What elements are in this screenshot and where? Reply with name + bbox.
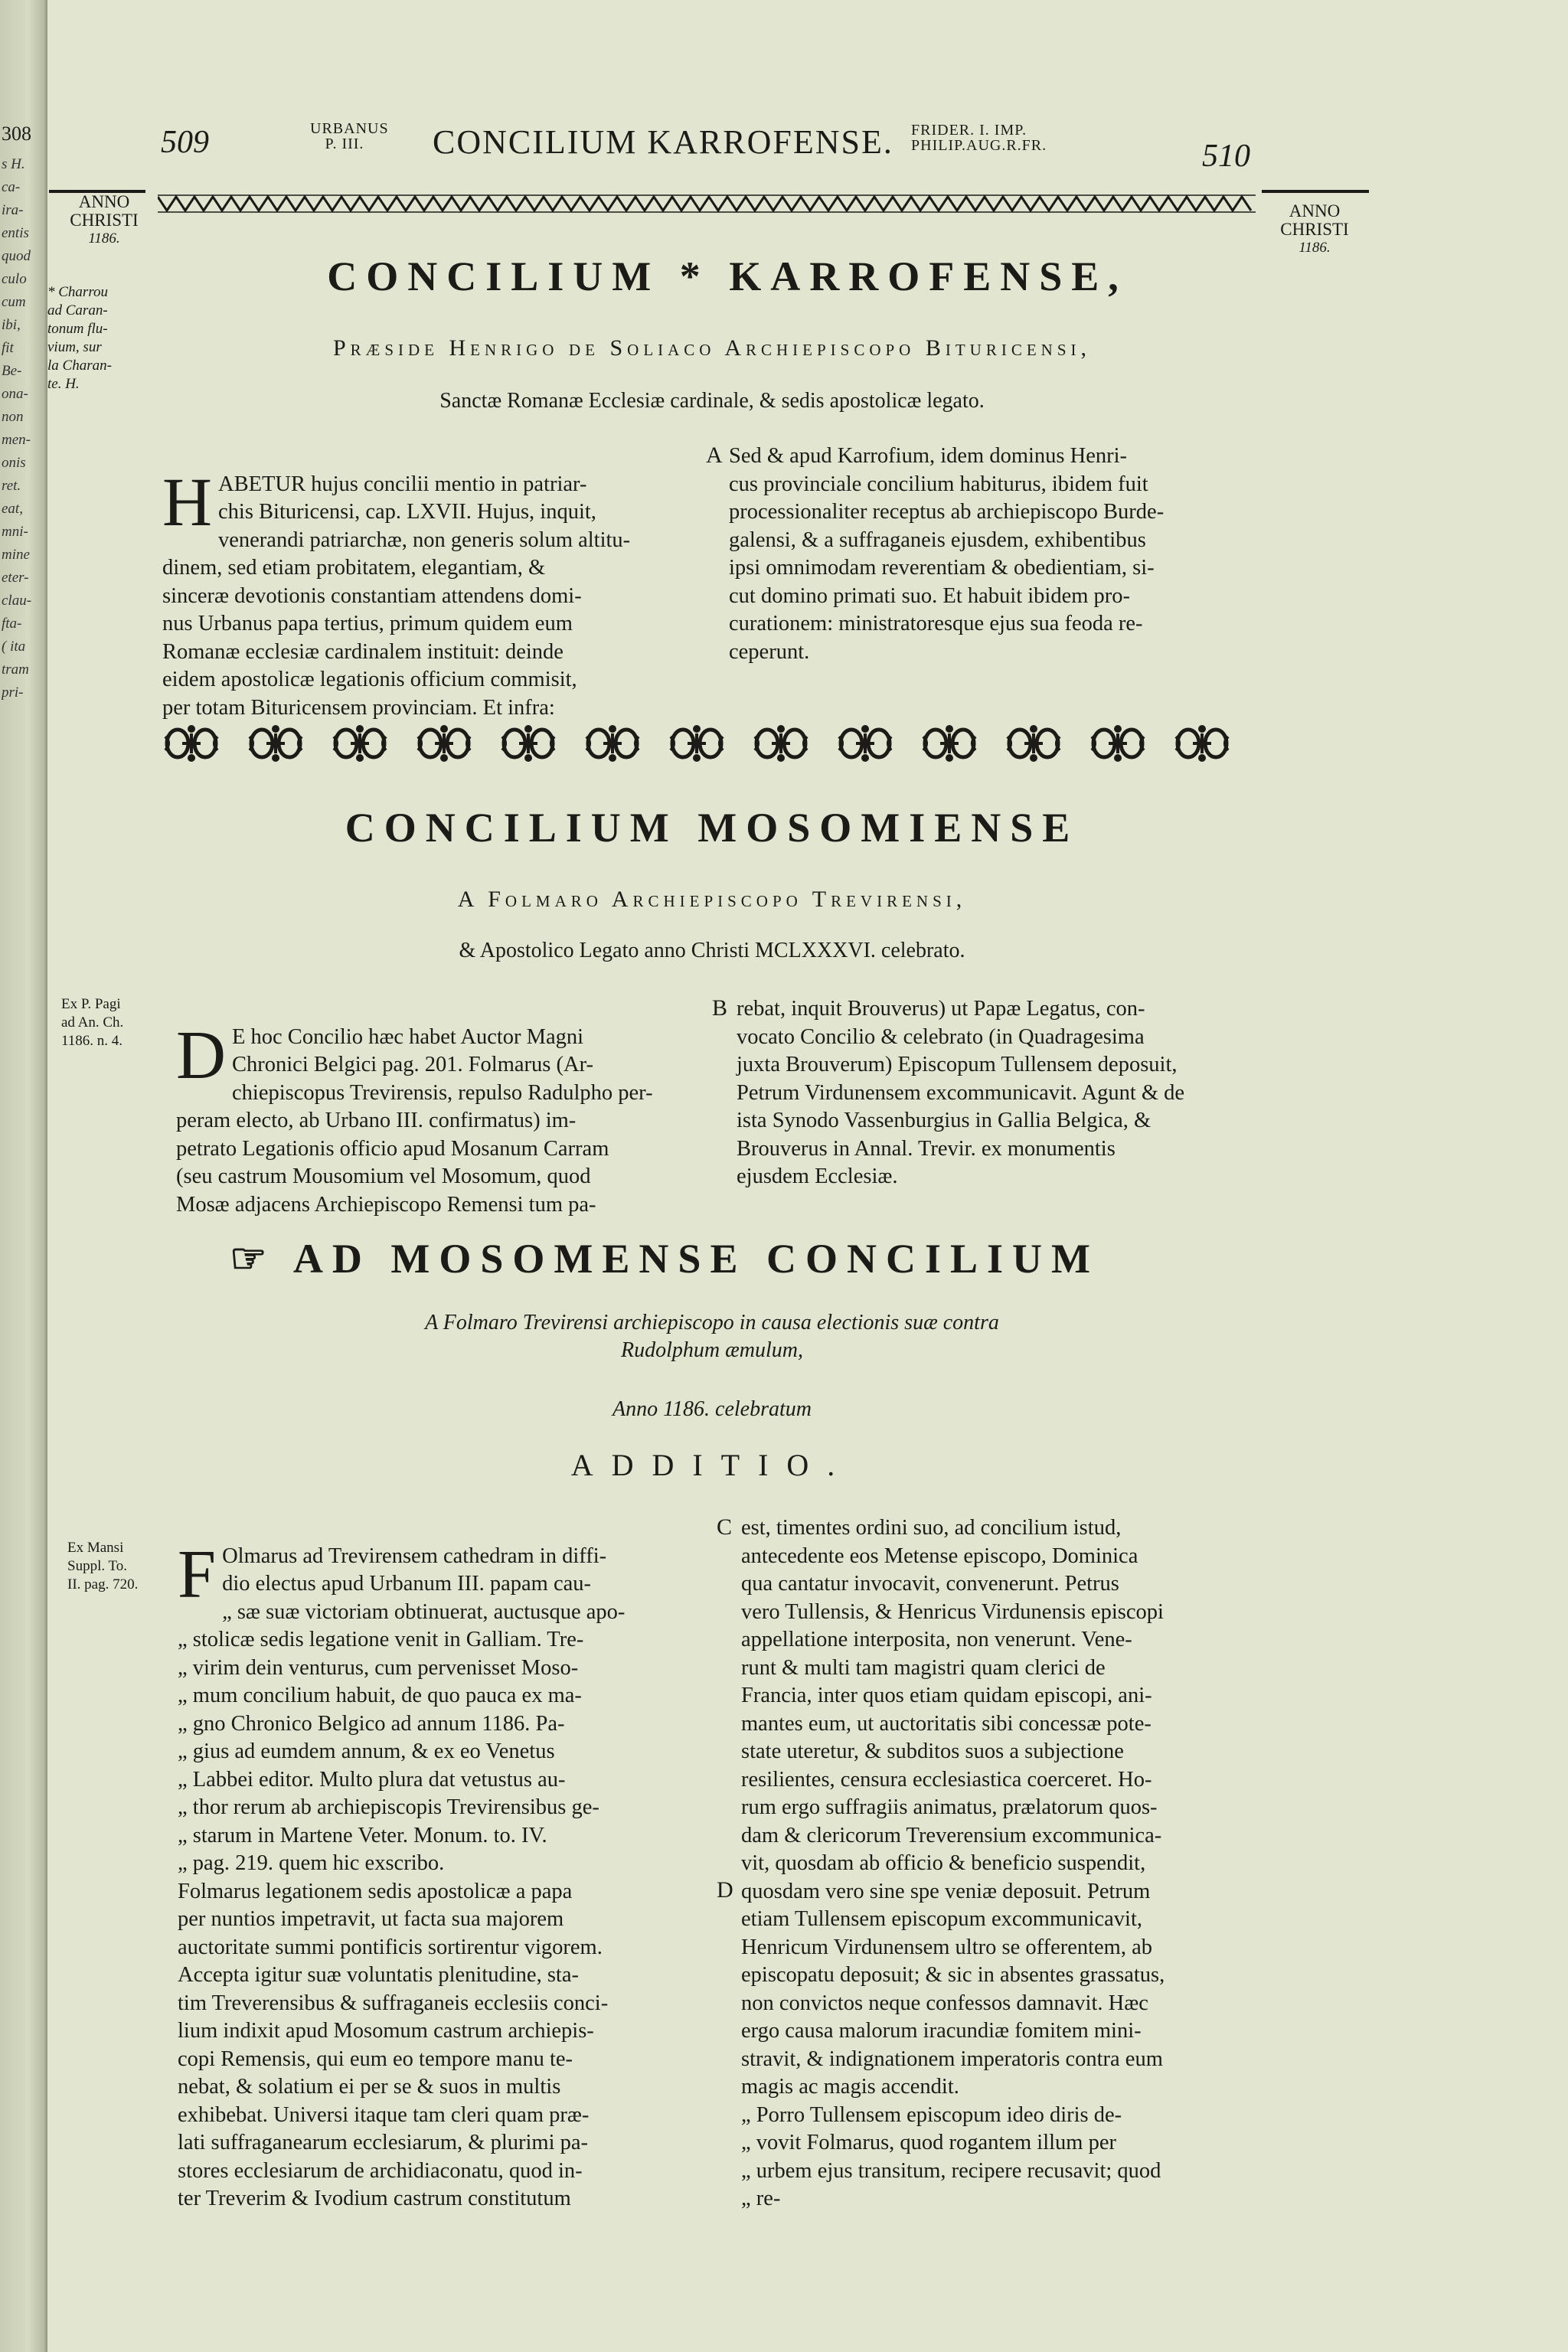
- zigzag-ornament: [158, 194, 1256, 214]
- dropcap-h: H: [162, 464, 212, 541]
- section2-title: CONCILIUM MOSOMIENSE: [345, 805, 1080, 851]
- sidenote-mansi: Ex Mansi Suppl. To. II. pag. 720.: [67, 1540, 139, 1592]
- section3-col-right: est, timentes ordini suo, ad concilium istud, antecedente eos Metense episcopo, Dominica qua cantatur invocavit, convenerunt. Petrus vero Tullensis, & Henricus Virdunensis episcopi appellatione interposita, non venerunt. Vene- runt & multi tam magistri quam clerici de Francia, inter quos etiam quidam episcopi, ani- mantes eum, ut auctoritatis sibi concessæ pote- state uteretur, & subditos suos a subjectione resilientes, censura ecclesiastica coerceret. Ho- rum ergo suffragiis animatus, prælatorum quos- dam & clericorum Treverensium excommunica- vit, quosdam ab officio & beneficio suspendit, quosdam vero sine spe veniæ deposuit. Petrum etiam Tullensem episcopum excommunicavit, Henricum Virdunensem ultro se offerentem, ab episcopatu deposuit; & sic in absentes grassatus, non convictos neque confessos damnavit. Hæc ergo causa malorum iracundiæ fomitem mini- stravit, & indignationem imperatoris contra eum magis ac magis accendit. „ Porro Tullensem episcopum ideo diris de- „ vovit Folmarus, quod rogantem illum per „ urbem ejus transitum, recipere recusavit; quod „ re-: [741, 1516, 1165, 2210]
- anno-label-left: ANNO CHRISTI: [70, 192, 139, 230]
- right-page-number: 510: [1202, 139, 1250, 174]
- section2-col-left: [176, 995, 712, 1219]
- margin-marker-c: C: [717, 1514, 733, 1540]
- margin-marker-b: B: [712, 995, 728, 1021]
- facing-page-number: 308: [2, 122, 31, 145]
- left-page-number: 509: [161, 125, 209, 160]
- facing-page-gutter: [0, 0, 47, 2352]
- anno-year-left: 1186.: [88, 230, 120, 247]
- section2-col-left-text: E hoc Concilio hæc habet Auctor Magni Chronici Belgici pag. 201. Folmarus (Ar- chiepiscopus Trevirensis, repulso Radulpho per- peram electo, ab Urbano III. confirmatus) im- petrato Legationis officio apud Mosanum Carram (seu castrum Mousomium vel Mosomum, quod Mosæ adjacens Archiepiscopo Remensi tum pa-: [176, 1024, 653, 1217]
- sidenote-charrou: * Charrou ad Caran- tonum flu- vium, sur la Charan- te. H.: [47, 284, 112, 392]
- section1-title: CONCILIUM * KARROFENSE,: [327, 253, 1128, 299]
- anno-christi-left: [55, 193, 153, 248]
- anno-label-right: ANNO CHRISTI: [1280, 201, 1349, 239]
- dropcap-f: F: [178, 1536, 217, 1612]
- section1-subtitle: Præside Henrigo de Soliaco Archiepiscopo Bituricensi,: [332, 335, 1092, 361]
- section3-additio: ADDITIO.: [570, 1448, 854, 1482]
- margin-marker-d: D: [717, 1877, 733, 1903]
- margin-marker-a: A: [706, 443, 723, 468]
- section3-col-left-text: Olmarus ad Trevirensem cathedram in diffi- dio electus apud Urbanum III. papam cau- „ sæ suæ victoriam obtinuerat, auctusque apo- „ stolicæ sedis legatione venit in Galliam. Tre- „ virim dein venturus, cum pervenisset Moso- „ mum concilium habuit, de quo pauca ex ma- „ gno Chronico Belgico ad annum 1186. Pa- „ gius ad eumdem annum, & ex eo Venetus „ Labbei editor. Multo plura dat vetustus au- „ thor rerum ab archiepiscopis Trevirensibus ge- „ starum in Martene Veter. Monum. to. IV. „ pag. 219. quem hic exscribo. Folmarus legationem sedis apostolicæ a papa per nuntios impetravit, ut facta sua majorem auctoritate summi pontificis sortirentur vigorem. Accepta igitur suæ voluntatis plenitudine, sta- tim Treverensibus & suffraganeis ecclesiis conci- lium indixit apud Mosomum castrum archiepis- copi Remensis, qui eum eo tempore manu te- nebat, & solatium ei per se & suos in multis exhibebat. Universi itaque tam cleri quam præ- lati suffraganearum ecclesiarum, & plurimi pa- stores ecclesiarum de archidiaconatu, quod in- ter Treverim & Ivodium castrum constitutum: [178, 1544, 626, 2210]
- section1-subtitle2: Sanctæ Romanæ Ecclesiæ cardinale, & sedis apostolicæ legato.: [439, 389, 985, 413]
- section3-date: Anno 1186. celebratum: [612, 1397, 812, 1421]
- section2-subtitle2: & Apostolico Legato anno Christi MCLXXXVI. celebrato.: [459, 939, 965, 962]
- anno-year-right: 1186.: [1298, 240, 1331, 256]
- section1-col-right: Sed & apud Karrofium, idem dominus Henri- cus provinciale concilium habiturus, ibidem fuit processionaliter receptus ab archiepiscopo Burde- galensi, & a suffraganeis ejusdem, exhibentibus ipsi omnimodam reverentiam & obedientiam, si- cut domino primati suo. Et habuit ibidem pro- curationem: ministratoresque ejus sua feoda re- ceperunt.: [729, 444, 1165, 664]
- section2-subtitle: A Folmaro Archiepiscopo Trevirensi,: [457, 887, 967, 912]
- anno-christi-right: [1265, 202, 1364, 257]
- section2-col-right: rebat, inquit Brouverus) ut Papæ Legatus, con- vocato Concilio & celebrato (in Quadragesima juxta Brouverum) Episcopum Tullensem deposuit, Petrum Virdunensem excommunicavit. Agunt & de ista Synodo Vassenburgius in Gallia Belgica, & Brouverus in Annal. Trevir. ex monumentis ejusdem Ecclesiæ.: [737, 997, 1185, 1188]
- facing-page-fragments: s H. ca- ira- entis quod culo cum ibi, fit Be- ona- non men- onis ret. eat, mni- mine eter- clau- fta- ( ita tram pri-: [2, 156, 32, 701]
- sidenote-pagi: Ex P. Pagi ad An. Ch. 1186. n. 4.: [61, 996, 124, 1049]
- section3-col-left: [178, 1514, 714, 2213]
- running-title: CONCILIUM KARROFENSE.: [433, 123, 893, 161]
- section1-col-left: [162, 443, 712, 722]
- rule-right: [1262, 190, 1369, 193]
- header-pope: URBANUS P. III.: [310, 120, 389, 152]
- fleuron-ornament-band: [162, 720, 1265, 767]
- section3-title: ☞ AD MOSOMENSE CONCILIUM: [230, 1236, 1099, 1282]
- section1-col-left-text: ABETUR hujus concilii mentio in patriar- chis Bituricensi, cap. LXVII. Hujus, inquit, venerandi patriarchæ, non generis solum altitu- dinem, sed etiam probitatem, elegantiam, & sinceræ devotionis constantiam attendens domi- nus Urbanus papa tertius, primum quidem eum Romanæ ecclesiæ cardinalem instituit: deinde eidem apostolicæ legationis officium commisit, per totam Bituricensem provinciam. Et infra:: [162, 472, 631, 720]
- header-emperor: FRIDER. I. IMP. PHILIP.AUG.R.FR.: [911, 122, 1047, 154]
- dropcap-d: D: [176, 1017, 226, 1093]
- section3-subtitle: A Folmaro Trevirensi archiepiscopo in causa electionis suæ contra Rudolphum æmulum,: [425, 1311, 999, 1362]
